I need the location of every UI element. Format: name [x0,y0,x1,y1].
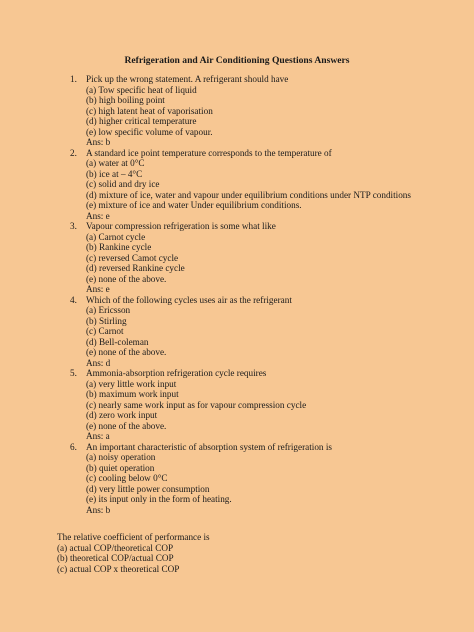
question-body [86,295,450,369]
option-b: (b) Rankine cycle [86,242,152,252]
extra-question [57,532,437,574]
option-d: (d) zero work input [86,410,158,420]
option-c: (c) Carnot [86,326,124,336]
question-text: Which of the following cycles uses air as the refrigerant [86,294,292,305]
question-text: Ammonia-absorption refrigeration cycle requires [86,368,267,378]
question-body [86,442,450,516]
question-number: 5. [70,368,77,378]
question-item [70,148,450,222]
question-body [86,74,450,148]
question-item [70,221,450,295]
answer-text: Ans: b [86,137,111,147]
option-d: (d) reversed Rankine cycle [86,263,185,273]
option-d: (d) mixture of ice, water and vapour under equilibrium conditions under NTP conditions [86,189,411,200]
question-item [70,74,450,148]
question-body [86,148,450,222]
extra-option-a: (a) actual COP/theoretical COP [57,542,174,553]
option-b: (b) high boiling point [86,95,165,105]
option-e: (e) low specific volume of vapour. [86,126,213,137]
answer-text: Ans: b [86,504,111,515]
option-b: (b) quiet operation [86,462,155,473]
question-body [86,368,450,442]
question-number: 6. [70,441,77,452]
option-a: (a) Ericsson [86,305,131,315]
extra-option-c: (c) actual COP x theoretical COP [57,563,180,574]
option-e: (e) none of the above. [86,420,167,431]
question-text: Pick up the wrong statement. A refrigerant should have [86,74,289,84]
option-e: (e) mixture of ice and water Under equilibrium conditions. [86,200,302,210]
question-text: A standard ice point temperature corresponds to the temperature of [86,147,332,158]
question-item [70,442,450,516]
extra-option-b: (b) theoretical COP/actual COP [57,553,174,563]
option-a: (a) Tow specific heat of liquid [86,84,197,95]
option-e: (e) none of the above. [86,347,167,357]
option-d: (d) Bell-coleman [86,336,149,347]
answer-text: Ans: d [86,357,111,368]
option-e: (e) its input only in the form of heating. [86,494,232,504]
option-c: (c) solid and dry ice [86,179,160,189]
answer-text: Ans: e [86,210,110,221]
question-number: 3. [70,221,77,231]
question-item [70,295,450,369]
option-a: (a) very little work input [86,378,177,389]
option-c: (c) high latent heat of vaporisation [86,105,213,116]
question-item [70,368,450,442]
answer-text: Ans: e [86,284,110,294]
option-e: (e) none of the above. [86,273,167,284]
option-b: (b) Stirling [86,315,127,326]
option-c: (c) nearly same work input as for vapour compression cycle [86,399,307,410]
option-d: (d) very little power consumption [86,483,210,494]
option-c: (c) cooling below 0°C [86,473,168,483]
question-body [86,221,450,295]
option-a: (a) water at 0°C [86,158,145,168]
option-b: (b) ice at – 4°C [86,168,143,179]
option-b: (b) maximum work input [86,389,179,399]
option-d: (d) higher critical temperature [86,116,197,126]
document-title: Refrigeration and Air Conditioning Questions Answers [124,55,350,66]
option-a: (a) Carnot cycle [86,231,146,242]
option-c: (c) reversed Camot cycle [86,252,179,263]
question-text: Vapour compression refrigeration is some what like [86,221,276,231]
answer-text: Ans: a [86,431,110,441]
question-text: An important characteristic of absorption system of refrigeration is [86,441,332,452]
extra-question-text: The relative coefficient of performance is [57,532,210,542]
question-number: 2. [70,147,77,158]
question-number: 4. [70,294,77,305]
question-list [70,74,450,515]
option-a: (a) noisy operation [86,452,156,462]
question-number: 1. [70,74,77,84]
